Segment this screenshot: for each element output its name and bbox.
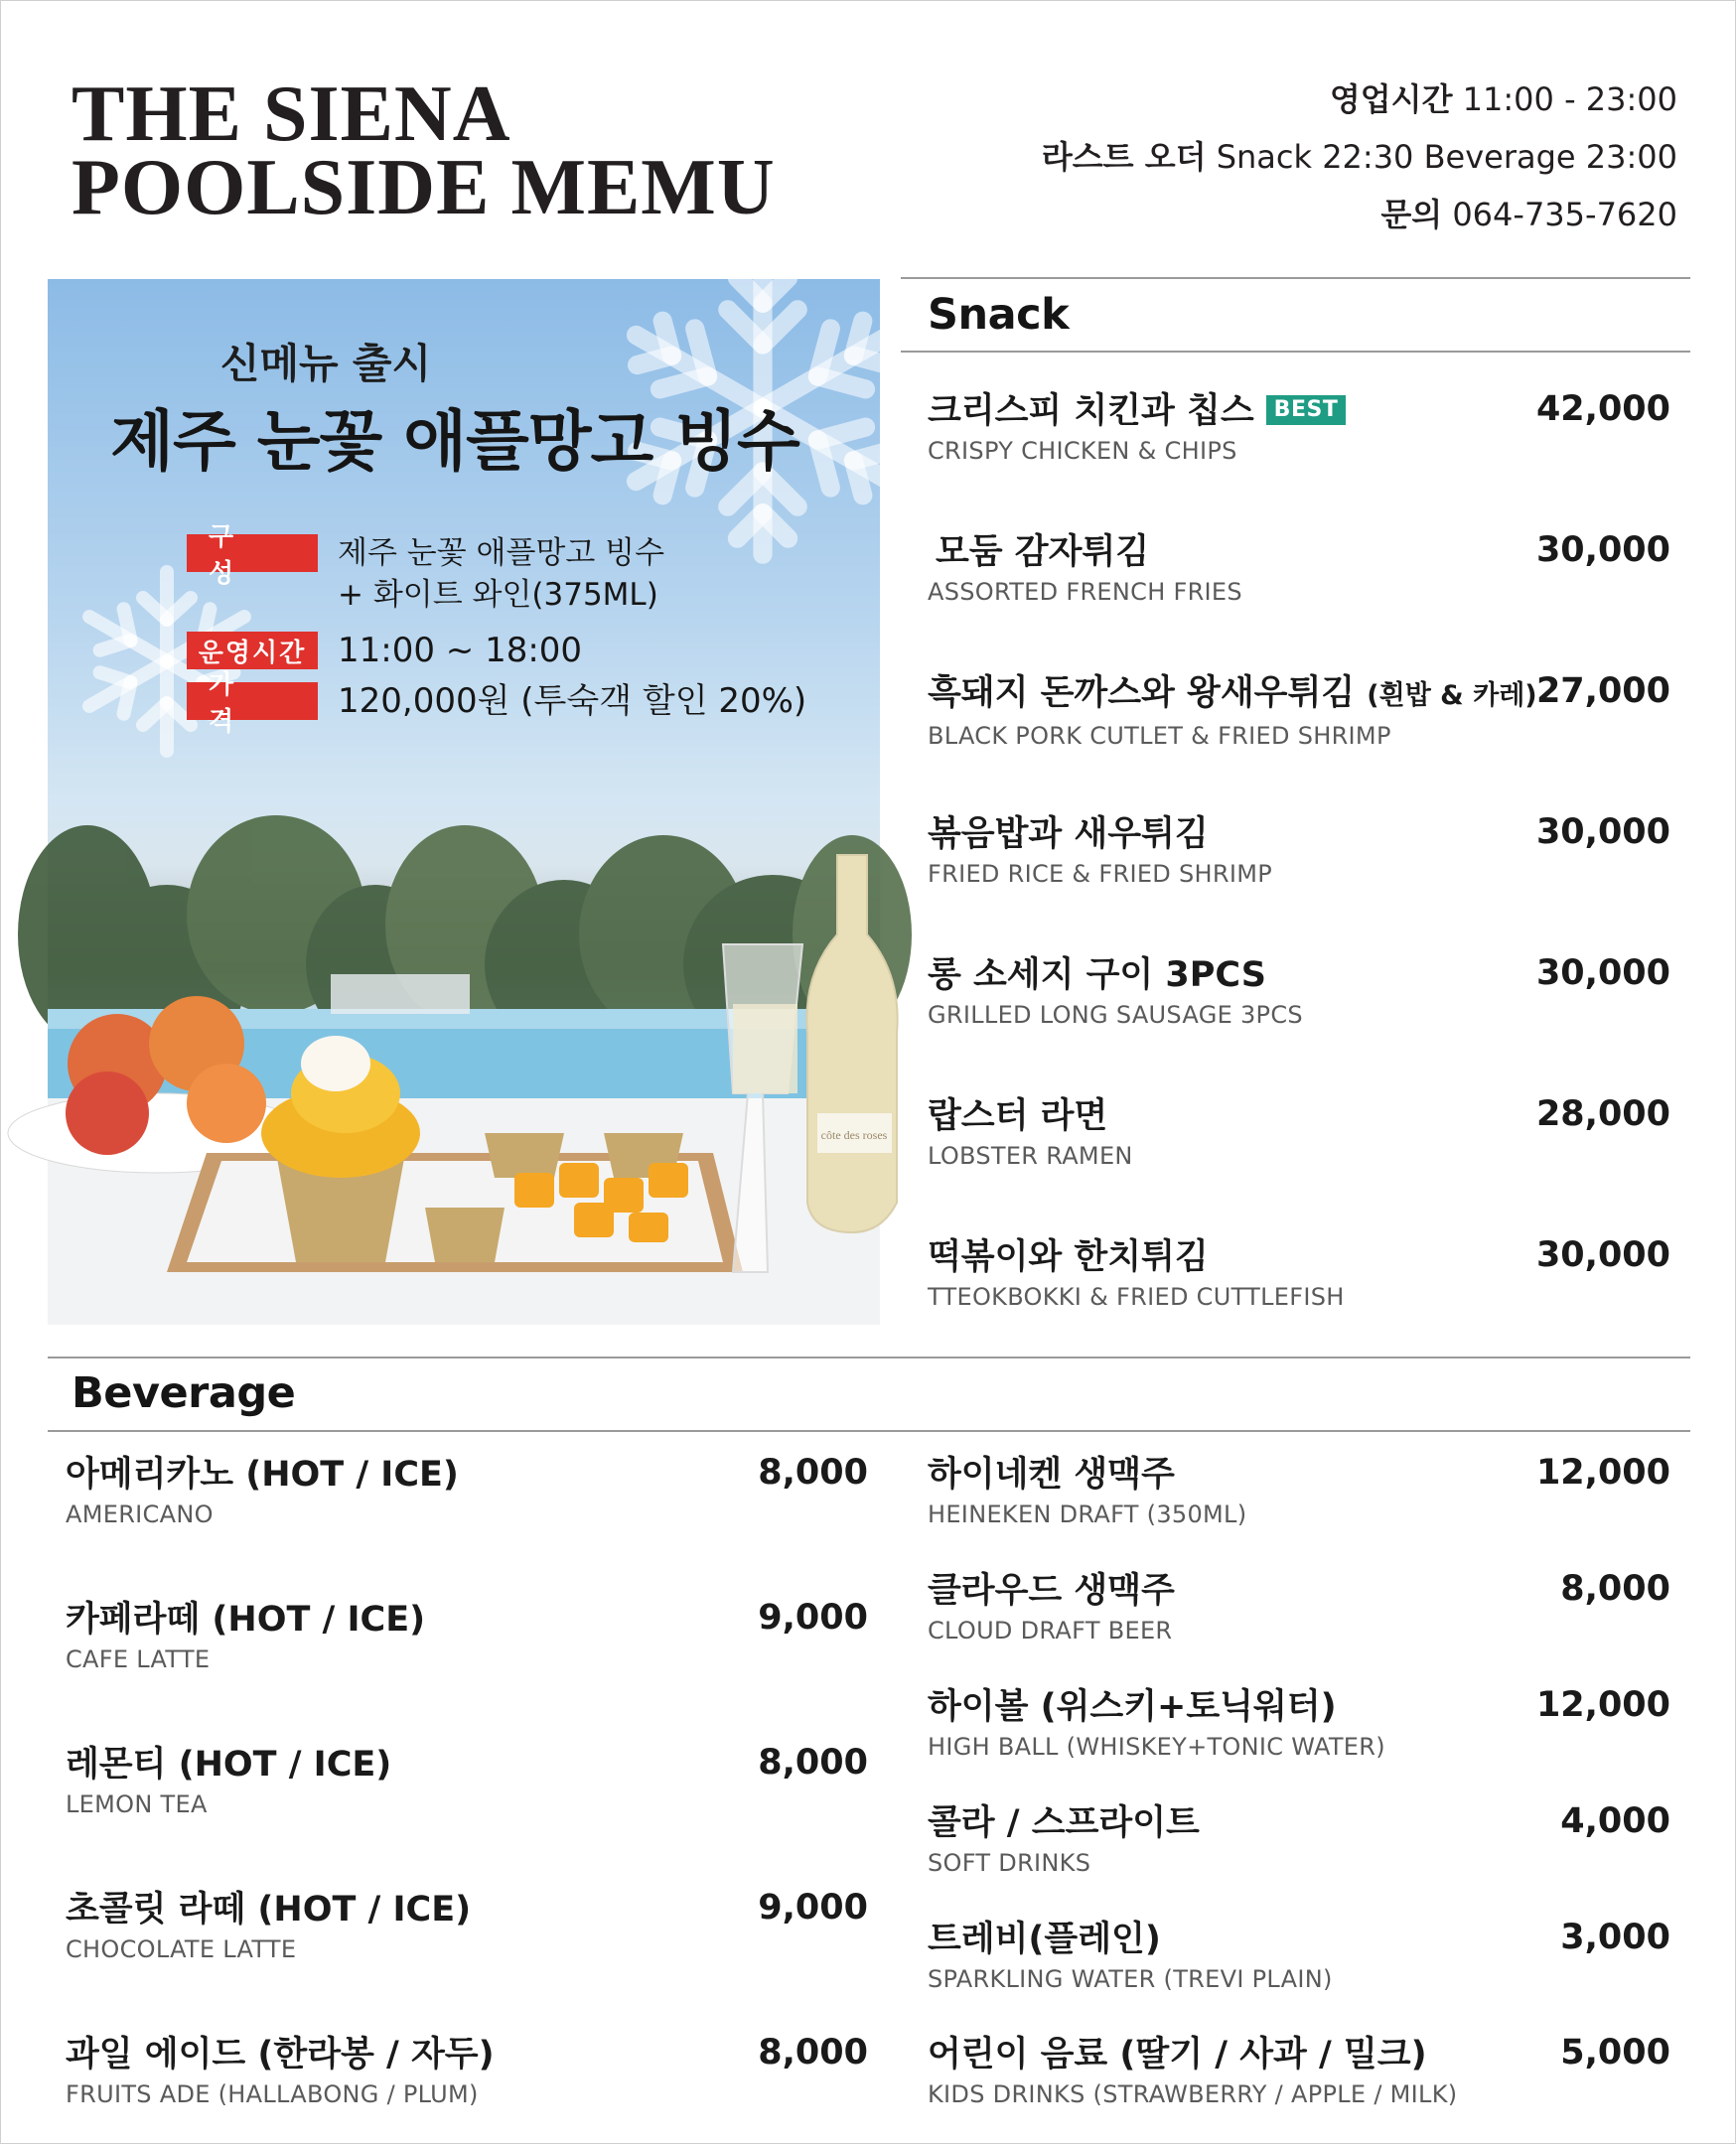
item-name: 떡볶이와 한치튀김 (928, 1237, 1209, 1277)
item-price: 9,000 (758, 1598, 868, 1638)
last-order-label: 라스트 오더 (1041, 138, 1207, 176)
beverage-top-divider (48, 1357, 1690, 1358)
item-price: 30,000 (1535, 812, 1670, 852)
menu-title (72, 71, 776, 231)
item-name: 트레비(플레인) (928, 1920, 1161, 1959)
menu-item (928, 1801, 1200, 1877)
item-name: 아메리카노 (HOT / ICE) (66, 1455, 459, 1495)
menu-item (928, 389, 1346, 465)
item-price: 8,000 (758, 1743, 868, 1783)
item-price: 28,000 (1535, 1094, 1670, 1134)
last-order (1042, 133, 1677, 191)
item-price: 8,000 (1560, 1569, 1670, 1609)
item-price: 3,000 (1560, 1918, 1670, 1957)
snack-heading-divider (901, 351, 1690, 353)
item-name: 볶음밥과 새우튀김 (928, 814, 1209, 854)
menu-item (928, 530, 1242, 606)
item-name: 콜라 / 스프라이트 (928, 1803, 1200, 1843)
menu-item (928, 953, 1303, 1029)
item-english-name: ASSORTED FRENCH FRIES (928, 578, 1242, 606)
item-english-name: LOBSTER RAMEN (928, 1142, 1133, 1170)
item-english-name: GRILLED LONG SAUSAGE 3PCS (928, 1001, 1303, 1029)
item-name: 클라우드 생맥주 (928, 1571, 1175, 1611)
menu-item (66, 1453, 459, 1528)
menu-item (928, 1569, 1175, 1644)
item-price: 8,000 (758, 1453, 868, 1493)
snack-top-divider (901, 277, 1690, 279)
composition-line-1: 제주 눈꽃 애플망고 빙수 (338, 535, 665, 571)
item-name: 레몬티 (HOT / ICE) (66, 1745, 392, 1785)
item-name: 롱 소세지 구이 3PCS (928, 955, 1266, 995)
item-name: 하이네켄 생맥주 (928, 1455, 1175, 1495)
composition-value (338, 532, 664, 616)
item-price: 4,000 (1560, 1801, 1670, 1841)
menu-item (66, 1888, 471, 1963)
composition-tag: 구 성 (187, 534, 318, 572)
item-english-name: BLACK PORK CUTLET & FRIED SHRIMP (928, 722, 1391, 750)
business-hours (1042, 75, 1677, 133)
item-name: 어린이 음료 (딸기 / 사과 / 밀크) (928, 2035, 1427, 2074)
item-english-name: CAFE LATTE (66, 1645, 211, 1673)
wine-label: côte des roses (820, 1128, 888, 1142)
item-name-note: (흰밥 & 카레) (1367, 680, 1537, 711)
item-name: 크리스피 치킨과 칩스 (928, 391, 1254, 431)
item-price: 9,000 (758, 1888, 868, 1928)
item-price: 42,000 (1535, 389, 1670, 429)
menu-item (928, 812, 1272, 888)
item-price: 27,000 (1535, 671, 1670, 711)
item-price: 30,000 (1535, 530, 1670, 570)
menu-item (928, 2033, 1457, 2108)
item-english-name: TTEOKBOKKI & FRIED CUTTLEFISH (928, 1283, 1345, 1311)
item-english-name: AMERICANO (66, 1501, 214, 1528)
promo-price (187, 670, 807, 737)
title-line-1: THE SIENA (72, 71, 511, 158)
contact-label: 문의 (1380, 196, 1443, 233)
menu-item (928, 1094, 1133, 1170)
title-line-2: POOLSIDE MEMU (72, 144, 776, 231)
item-name: 모둠 감자튀김 (936, 532, 1150, 572)
business-info (1042, 75, 1677, 248)
beverage-heading-divider (48, 1430, 1690, 1432)
composition-line-2: + 화이트 와인(375ML) (338, 577, 658, 613)
menu-item (66, 1598, 425, 1673)
last-order-value: Snack 22:30 Beverage 23:00 (1216, 138, 1677, 176)
item-price: 12,000 (1535, 1685, 1670, 1725)
contact (1042, 191, 1677, 248)
contact-value: 064-735-7620 (1452, 196, 1677, 233)
item-name: 흑돼지 돈까스와 왕새우튀김 (928, 673, 1356, 713)
item-english-name: CHOCOLATE LATTE (66, 1935, 297, 1963)
hours-value: 11:00 - 23:00 (1462, 80, 1677, 118)
item-price: 8,000 (758, 2033, 868, 2073)
item-english-name: SOFT DRINKS (928, 1849, 1091, 1877)
item-english-name: HIGH BALL (WHISKEY+TONIC WATER) (928, 1733, 1385, 1761)
item-price: 30,000 (1535, 953, 1670, 993)
menu-item (928, 1235, 1345, 1311)
hours-tag: 운영시간 (187, 632, 318, 669)
beverage-heading: Beverage (72, 1368, 296, 1418)
item-english-name: KIDS DRINKS (STRAWBERRY / APPLE / MILK) (928, 2080, 1458, 2108)
menu-item (928, 671, 1537, 750)
item-english-name: CRISPY CHICKEN & CHIPS (928, 437, 1237, 465)
promo-hours-value: 11:00 ~ 18:00 (338, 631, 583, 670)
promo-panel (48, 279, 888, 1325)
promo-price-value: 120,000원 (투숙객 할인 20%) (338, 681, 807, 721)
menu-item (928, 1918, 1333, 1993)
promo-subtitle: 신메뉴 출시 (219, 340, 432, 387)
item-price: 5,000 (1560, 2033, 1670, 2073)
hours-label: 영업시간 (1329, 80, 1453, 118)
price-tag: 가 격 (187, 682, 318, 720)
menu-item (928, 1685, 1385, 1761)
item-name: 카페라떼 (HOT / ICE) (66, 1600, 426, 1640)
item-english-name: SPARKLING WATER (TREVI PLAIN) (928, 1965, 1333, 1993)
menu-item (66, 1743, 391, 1818)
item-english-name: CLOUD DRAFT BEER (928, 1617, 1173, 1644)
menu-item (928, 1453, 1246, 1528)
promo-title: 제주 눈꽃 애플망고 빙수 (110, 403, 799, 480)
promo-composition (187, 522, 665, 616)
item-price: 12,000 (1535, 1453, 1670, 1493)
best-badge: BEST (1266, 395, 1347, 425)
item-english-name: FRUITS ADE (HALLABONG / PLUM) (66, 2080, 479, 2108)
item-name: 랍스터 라면 (928, 1096, 1108, 1136)
pool-cabana (331, 974, 470, 1014)
snack-heading: Snack (928, 290, 1070, 340)
item-name: 초콜릿 라떼 (HOT / ICE) (66, 1890, 472, 1930)
menu-item (66, 2033, 495, 2108)
item-name: 과일 에이드 (한라봉 / 자두) (66, 2035, 495, 2074)
item-price: 30,000 (1535, 1235, 1670, 1275)
item-english-name: FRIED RICE & FRIED SHRIMP (928, 860, 1273, 888)
item-english-name: HEINEKEN DRAFT (350ML) (928, 1501, 1247, 1528)
item-name: 하이볼 (위스키+토닉워터) (928, 1687, 1337, 1727)
item-english-name: LEMON TEA (66, 1790, 208, 1818)
